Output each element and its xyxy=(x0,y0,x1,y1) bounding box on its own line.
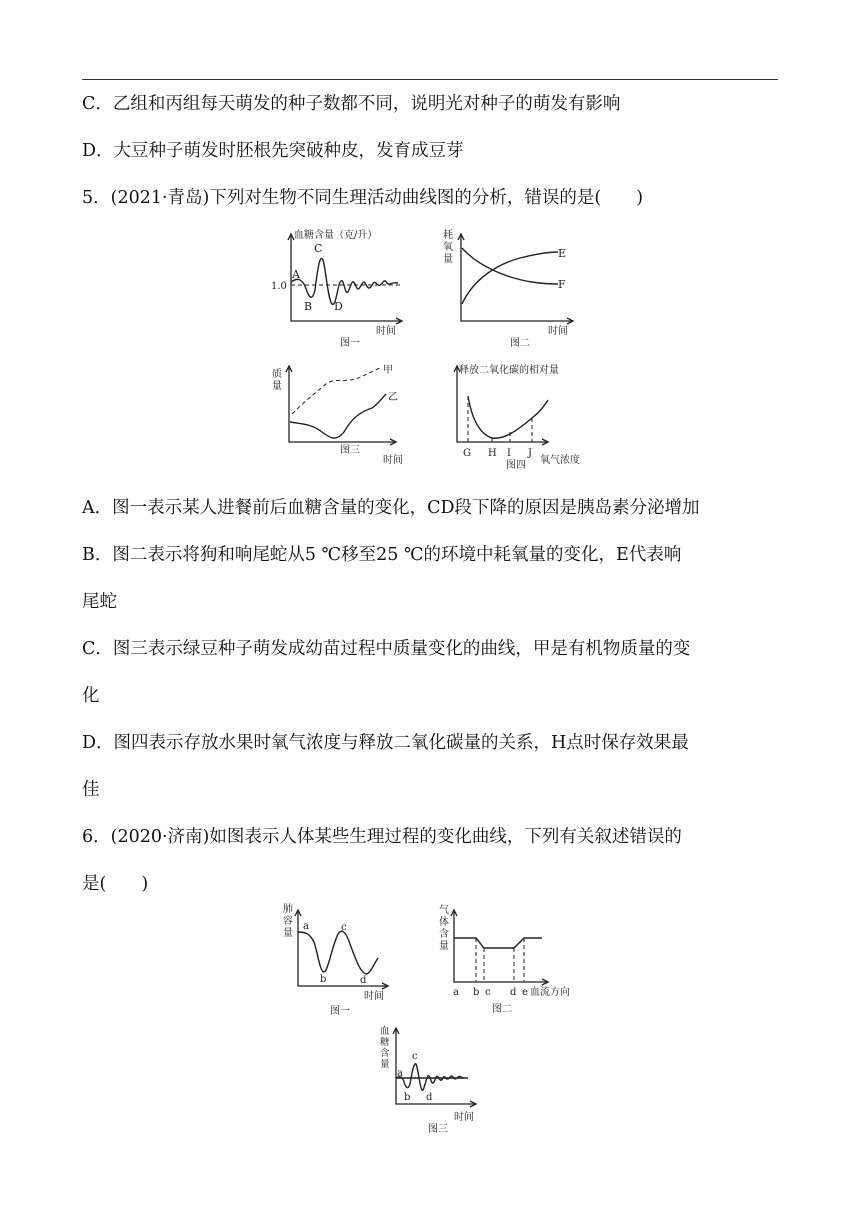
q5-fig2-xlabel: 时间 xyxy=(548,326,568,337)
q6-fig2-label-a: a xyxy=(453,987,459,998)
q6-fig3-ylabel-4: 量 xyxy=(380,1059,390,1070)
q6-fig2-label-b: b xyxy=(473,987,480,998)
option-d-q5-line2: 佳 xyxy=(82,780,100,800)
option-c-q5-line2: 化 xyxy=(82,686,100,706)
q5-figure-3 xyxy=(268,360,408,470)
q6-fig2-ylabel-2: 体 xyxy=(439,917,449,928)
q5-fig4-label-g: G xyxy=(463,448,471,459)
q5-fig2-ylabel-2: 氧 xyxy=(443,242,453,253)
q5-fig3-label-yi: 乙 xyxy=(388,392,398,403)
q6-fig2-ylabel-4: 量 xyxy=(439,941,449,952)
q5-fig1-label-b: B xyxy=(304,300,313,313)
q5-fig3-caption: 图三 xyxy=(340,445,360,456)
q6-fig3-label-d: d xyxy=(426,1092,433,1103)
q6-fig1-caption: 图一 xyxy=(330,1006,350,1017)
q6-fig1-label-d: d xyxy=(360,975,367,986)
q5-fig2-caption: 图二 xyxy=(510,338,530,349)
q6-figure-1 xyxy=(280,902,400,1020)
q5-fig3-ylabel-1: 质 xyxy=(272,369,282,380)
q5-fig2-ylabel-1: 耗 xyxy=(443,230,453,241)
question-6-stem-line2: 是( ) xyxy=(82,874,149,894)
q5-fig3-ylabel-2: 量 xyxy=(272,381,282,392)
q6-fig3-ylabel-2: 糖 xyxy=(380,1037,390,1048)
q5-fig1-ref: 1.0 xyxy=(271,281,287,292)
question-6-stem-line1: 6．(2020·济南)如图表示人体某些生理过程的变化曲线，下列有关叙述错误的 xyxy=(82,827,682,847)
q6-fig2-label-d: d xyxy=(510,987,517,998)
q5-fig1-label-c: C xyxy=(314,242,323,255)
q5-fig1-xlabel: 时间 xyxy=(376,326,396,337)
q5-fig3-label-jia: 甲 xyxy=(383,365,393,376)
q6-fig1-xlabel: 时间 xyxy=(364,991,384,1002)
q6-fig2-ylabel-1: 气 xyxy=(439,905,449,916)
q5-fig1-caption: 图一 xyxy=(340,338,360,349)
q6-fig2-label-c: c xyxy=(485,987,491,998)
q6-fig3-label-c: c xyxy=(412,1051,418,1062)
q6-fig1-ylabel-2: 容 xyxy=(283,916,293,927)
q6-fig1-label-c: c xyxy=(341,922,347,933)
q6-fig1-label-b: b xyxy=(320,974,327,985)
q5-fig1-label-a: A xyxy=(292,268,300,281)
q5-fig4-xlabel: 氧气浓度 xyxy=(540,455,580,466)
option-d-q5-line1: D．图四表示存放水果时氧气浓度与释放二氧化碳量的关系，H点时保存效果最 xyxy=(82,733,689,753)
q6-fig2-xlabel: 血流方向 xyxy=(530,987,570,998)
q6-fig3-xlabel: 时间 xyxy=(454,1112,474,1123)
option-c-q5-line1: C．图三表示绿豆种子萌发成幼苗过程中质量变化的曲线，甲是有机物质量的变 xyxy=(82,639,691,659)
q5-fig2-label-e: E xyxy=(558,247,567,260)
q6-fig3-ylabel-1: 血 xyxy=(380,1026,390,1037)
q5-fig4-label-h: H xyxy=(488,448,497,459)
option-b-q5-line1: B．图二表示将狗和响尾蛇从5 ℃移至25 ℃的环境中耗氧量的变化，E代表响 xyxy=(82,545,682,565)
q5-figure-4 xyxy=(448,360,598,470)
q5-fig2-ylabel-3: 量 xyxy=(443,254,453,265)
q6-fig3-label-b: b xyxy=(404,1092,411,1103)
q6-figure-2 xyxy=(436,902,586,1020)
option-b-q5-line2: 尾蛇 xyxy=(82,592,117,612)
top-rule xyxy=(82,79,778,80)
q6-figure-3 xyxy=(372,1022,482,1137)
q6-fig2-caption: 图二 xyxy=(492,1004,512,1015)
q5-figure-2 xyxy=(440,226,580,351)
q5-fig4-caption: 图四 xyxy=(506,460,526,471)
q5-fig1-label-d: D xyxy=(334,300,343,313)
q6-fig2-ylabel-3: 含 xyxy=(439,929,449,940)
q5-fig3-xlabel: 时间 xyxy=(383,455,403,466)
q5-fig2-label-f: F xyxy=(558,278,566,291)
q6-fig2-label-e: e xyxy=(522,987,528,998)
option-d-q4: D．大豆种子萌发时胚根先突破种皮，发育成豆芽 xyxy=(82,141,464,161)
q5-fig4-ylabel: 释放二氧化碳的相对量 xyxy=(459,365,559,376)
option-a-q5: A．图一表示某人进餐前后血糖含量的变化，CD段下降的原因是胰岛素分泌增加 xyxy=(82,498,700,518)
q6-fig1-label-a: a xyxy=(303,921,309,932)
option-c-q4: C．乙组和丙组每天萌发的种子数都不同，说明光对种子的萌发有影响 xyxy=(82,94,621,114)
question-5-stem: 5．(2021·青岛)下列对生物不同生理活动曲线图的分析，错误的是( ) xyxy=(82,188,644,208)
q5-fig4-label-j: J xyxy=(528,448,533,459)
q5-figure-1 xyxy=(262,226,412,351)
q6-fig3-label-a: a xyxy=(397,1068,403,1079)
q6-fig1-ylabel-3: 量 xyxy=(283,928,293,939)
q6-fig1-ylabel-1: 肺 xyxy=(283,904,293,915)
q5-fig4-label-i: I xyxy=(507,448,511,459)
q6-fig3-ylabel-3: 含 xyxy=(380,1048,390,1059)
q5-fig1-ylabel: 血糖含量（克/升） xyxy=(294,230,378,241)
q6-fig3-caption: 图三 xyxy=(428,1124,448,1135)
